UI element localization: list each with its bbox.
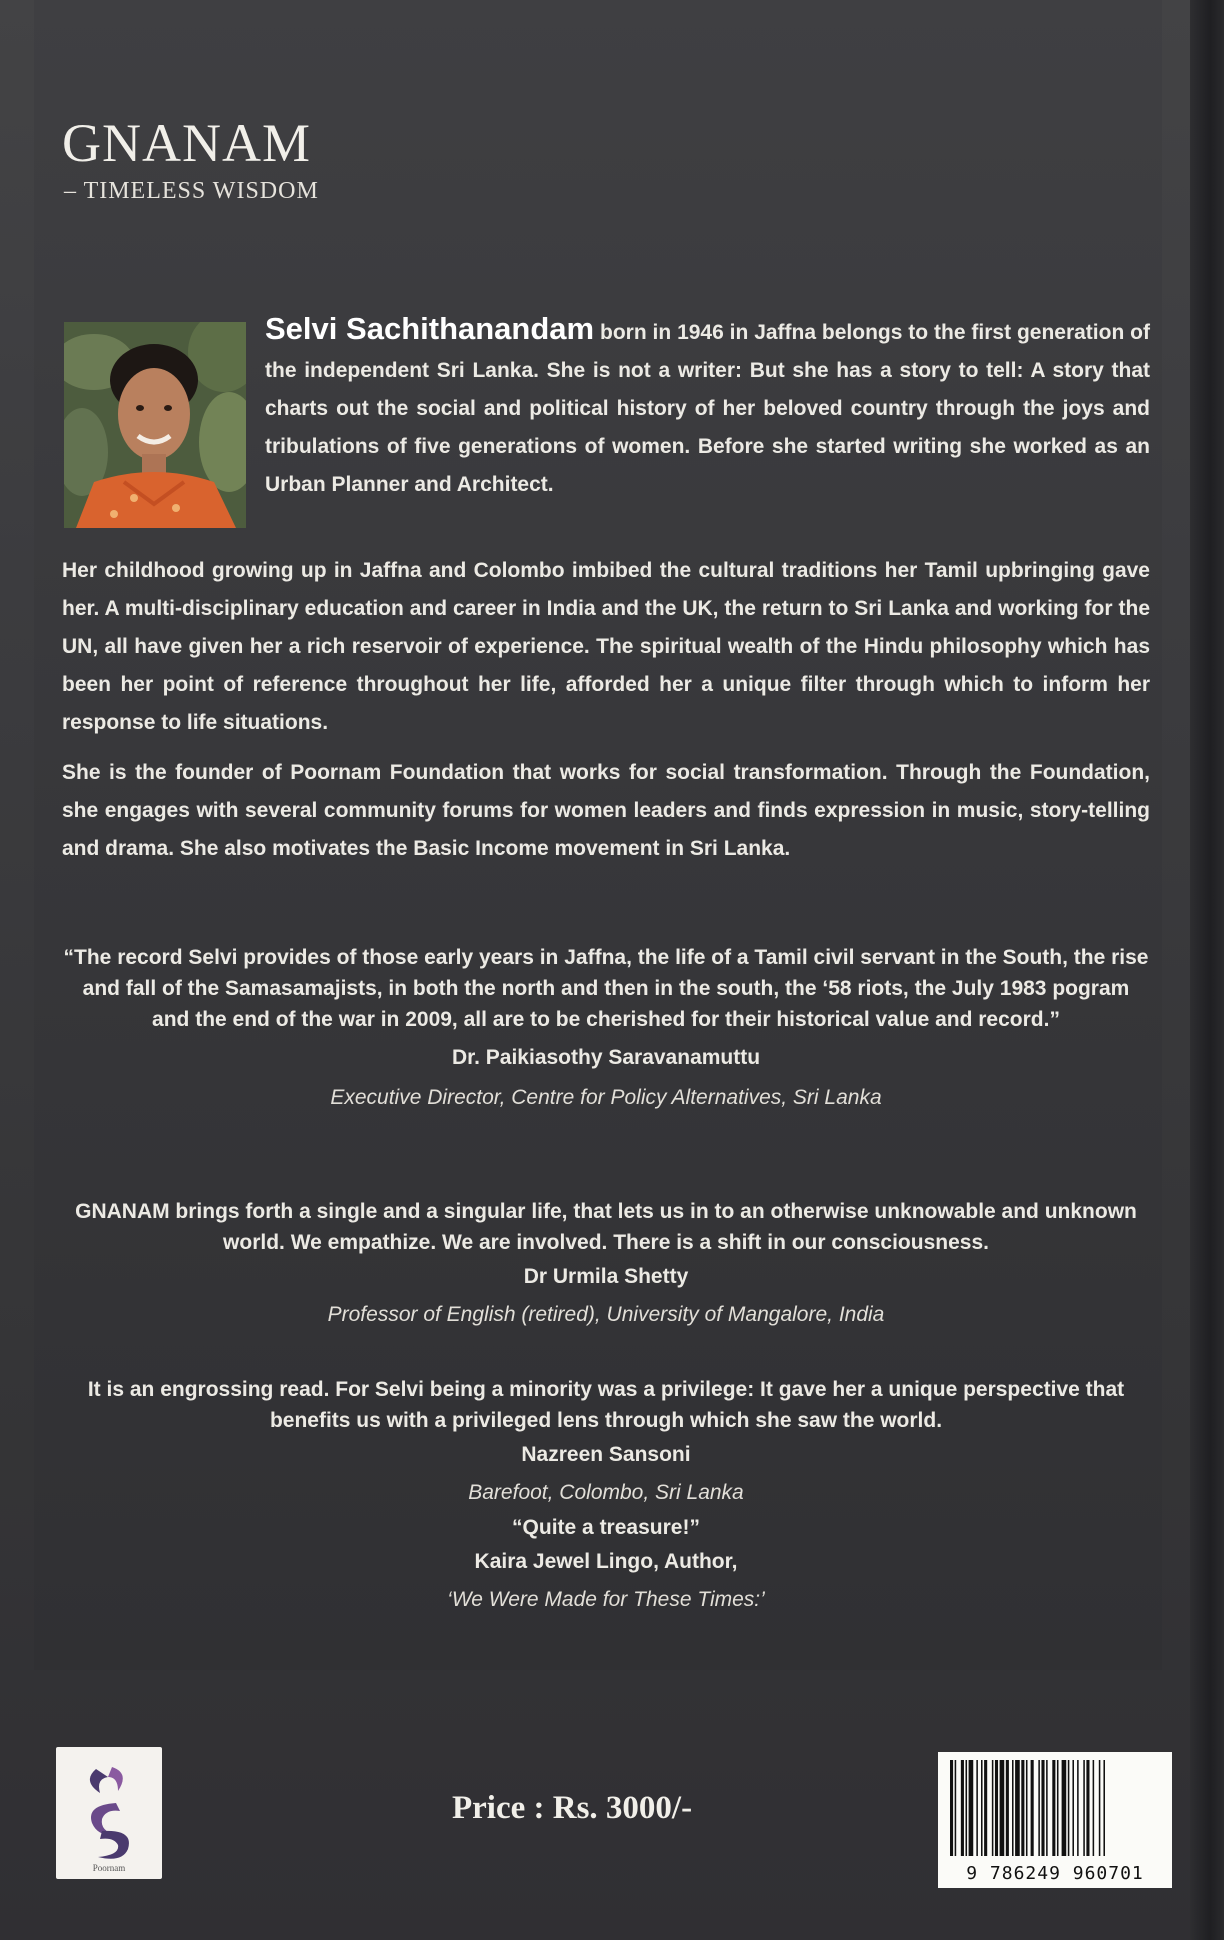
barcode-bar	[1021, 1760, 1024, 1856]
isbn-number: 9 786249 960701	[966, 1863, 1144, 1884]
book-title: GNANAM	[62, 113, 311, 173]
barcode-bar	[1086, 1760, 1089, 1856]
reviewer-role: ‘We Were Made for These Times:’	[447, 1588, 765, 1611]
publisher-logo	[56, 1747, 162, 1879]
review-quote: “Quite a treasure!”	[512, 1516, 700, 1539]
barcode-bar	[981, 1760, 983, 1856]
author-photo	[64, 322, 246, 528]
barcode-bar	[1012, 1760, 1014, 1856]
spine-edge	[1190, 0, 1224, 1940]
review-3	[62, 1374, 1150, 1512]
barcode-bar	[955, 1760, 957, 1856]
reviewer-name: Nazreen Sansoni	[521, 1443, 691, 1466]
bio-paragraph-2: Her childhood growing up in Jaffna and Colombo imbibed the cultural traditions her Tamil upbringing gave her. A multi-disciplinary education and career in India and the UK, the return to Sri Lanka and working for the UN, all have given her a rich reservoir of experience. The spiritual wealth of the Hindu philosophy which has been her point of reference throughout her life, afforded her a unique filter through which to inform her response to life situations.	[62, 559, 1150, 734]
barcode-bar	[1103, 1760, 1105, 1856]
book-subtitle: – TIMELESS WISDOM	[64, 178, 319, 204]
barcode-bar	[1099, 1760, 1101, 1856]
barcode-bar	[950, 1760, 953, 1856]
reviewer-name: Dr. Paikiasothy Saravanamuttu	[451, 1046, 761, 1069]
bio-paragraph-3: She is the founder of Poornam Foundation that works for social transformation. Through the Foundation, she engages with several community forums for women leaders and finds expression in music, story-telling and drama. She also motivates the Basic Income movement in Sri Lanka.	[62, 761, 1150, 860]
isbn-barcode	[938, 1752, 1172, 1888]
barcode-bar	[976, 1760, 978, 1856]
barcode-bar	[1000, 1760, 1005, 1856]
barcode-bar	[1006, 1760, 1009, 1856]
barcode-bar	[1052, 1760, 1055, 1856]
barcode-bar	[984, 1760, 987, 1856]
author-name: Selvi Sachithanandam	[265, 311, 595, 346]
review-4	[62, 1512, 1150, 1619]
barcode-bar	[1077, 1760, 1079, 1856]
reviewer-role: Professor of English (retired), University of Mangalore, India	[327, 1303, 885, 1326]
barcode-bar	[1083, 1760, 1085, 1856]
barcode-bar	[1057, 1760, 1059, 1856]
review-1	[62, 942, 1150, 1117]
review-2	[62, 1196, 1150, 1334]
review-quote: It is an engrossing read. For Selvi being a minority was a privilege: It gave her a unique perspective that benefits us with a privileged lens through which she saw the world.	[87, 1378, 1125, 1432]
barcode-bar	[1015, 1760, 1020, 1856]
barcode-bar	[1038, 1760, 1040, 1856]
barcode-bar	[1031, 1760, 1034, 1856]
review-quote: “The record Selvi provides of those early years in Jaffna, the life of a Tamil civil servant in the South, the rise and fall of the Samasamajists, in both the north and then in the south, the ‘58 riots, the July 1983 pogram and the end of the war in 2009, all are to be cherished for their historical value and record.”	[63, 946, 1149, 1031]
barcode-bar	[992, 1760, 994, 1856]
barcode-bar	[1026, 1760, 1028, 1856]
barcode-bar	[969, 1760, 974, 1856]
review-quote: GNANAM brings forth a single and a singular life, that lets us in to an otherwise unknowable and unknown world. We empathize. We are involved. There is a shift in our consciousness.	[75, 1200, 1137, 1254]
publisher-logo-text: Poornam	[92, 1863, 126, 1873]
barcode-bar	[1062, 1760, 1067, 1856]
barcode-bar	[1072, 1760, 1074, 1856]
reviewer-name: Kaira Jewel Lingo, Author,	[474, 1550, 738, 1573]
bio-intro-text: born in 1946 in Jaffna belongs to the first generation of the independent Sri Lanka. She is not a writer: But she has a story to tell: A story that charts out the social and political history of her beloved country through the joys and tribulations of five generations of women. Before she started writing she worked as an Urban Planner and Architect.	[265, 321, 1150, 496]
barcode-bar	[1093, 1760, 1095, 1856]
price-label: Price : Rs. 3000/-	[452, 1790, 693, 1826]
barcode-bar	[1068, 1760, 1070, 1856]
barcode-bar	[966, 1760, 968, 1856]
reviewer-name: Dr Urmila Shetty	[523, 1265, 689, 1288]
barcode-bar	[961, 1760, 964, 1856]
reviewer-role: Executive Director, Centre for Policy Alternatives, Sri Lanka	[330, 1086, 882, 1109]
barcode-bar	[995, 1760, 998, 1856]
bio-intro-paragraph	[265, 310, 1150, 504]
reviewer-role: Barefoot, Colombo, Sri Lanka	[468, 1481, 744, 1504]
barcode-bar	[1046, 1760, 1048, 1856]
barcode-bar	[1041, 1760, 1044, 1856]
